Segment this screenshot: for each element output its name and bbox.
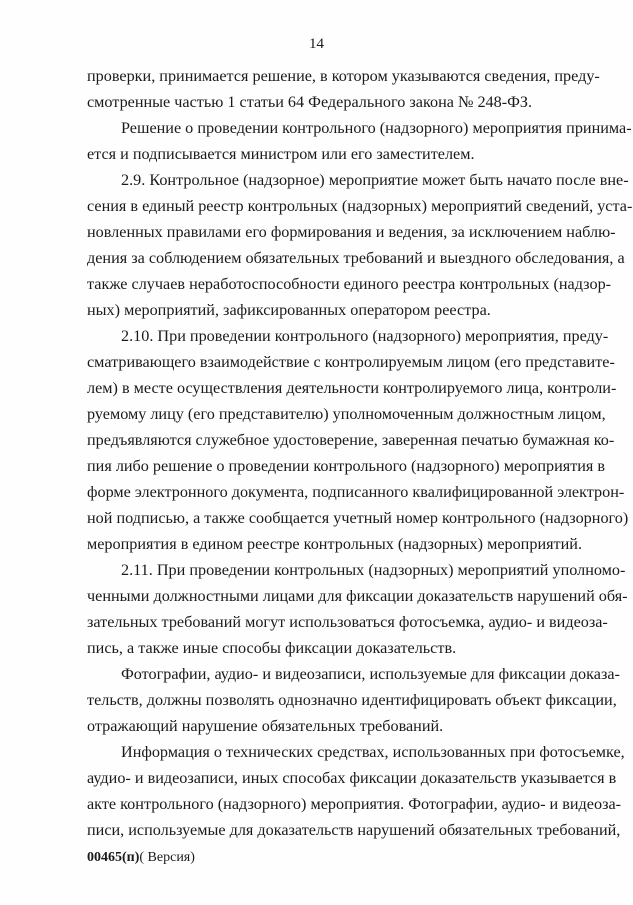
- text-line: ных) мероприятий, зафиксированных оператором реестра.: [87, 301, 491, 319]
- text-line: смотренные частью 1 статьи 64 Федерального закона № 248-ФЗ.: [87, 93, 533, 111]
- text-line: руемому лицу (его представителю) уполномоченным должностным лицом,: [87, 405, 606, 423]
- text-line: форме электронного документа, подписанного квалифицированной электрон-: [87, 483, 625, 501]
- text-line: акте контрольного (надзорного) мероприятия. Фотографии, аудио- и видеоза-: [87, 795, 622, 813]
- text-line: зательных требований могут использоваться фотосъемка, аудио- и видеоза-: [87, 613, 608, 631]
- text-line: ной подписью, а также сообщается учетный номер контрольного (надзорного): [87, 509, 629, 527]
- text-line: дения за соблюдением обязательных требований и выездного обследования, а: [87, 249, 625, 267]
- text-line: новленных правилами его формирования и ведения, за исключением наблю-: [87, 223, 616, 241]
- text-line: также случаев неработоспособности единого реестра контрольных (надзор-: [87, 275, 612, 293]
- text-line: аудио- и видеозаписи, иных способах фиксации доказательств указывается в: [87, 769, 617, 787]
- document-code: 00465(п): [87, 850, 140, 865]
- text-line: ется и подписывается министром или его заместителем.: [87, 145, 475, 163]
- document-footer: [87, 849, 195, 867]
- text-line: сения в единый реестр контрольных (надзорных) мероприятий сведений, уста-: [87, 197, 633, 215]
- text-line: предъявляются служебное удостоверение, заверенная печатью бумажная ко-: [87, 431, 615, 449]
- document-version: ( Версия): [139, 850, 195, 865]
- paragraph-first-line: 2.10. При проведении контрольного (надзорного) мероприятия, преду-: [121, 327, 609, 345]
- text-line: лем) в месте осуществления деятельности контролируемого лица, контроли-: [87, 379, 617, 397]
- paragraph-first-line: Фотографии, аудио- и видеозаписи, используемые для фиксации доказа-: [121, 665, 620, 683]
- text-line: пись, а также иные способы фиксации доказательств.: [87, 639, 457, 657]
- text-line: мероприятия в едином реестре контрольных (надзорных) мероприятий.: [87, 535, 582, 553]
- text-line: проверки, принимается решение, в котором указываются сведения, преду-: [87, 67, 600, 85]
- paragraph-first-line: 2.9. Контрольное (надзорное) мероприятие может быть начато после вне-: [121, 171, 629, 189]
- text-line: тельств, должны позволять однозначно идентифицировать объект фиксации,: [87, 691, 617, 709]
- page-number: 14: [309, 36, 324, 52]
- text-line: пия либо решение о проведении контрольного (надзорного) мероприятия в: [87, 457, 606, 475]
- paragraph-first-line: Решение о проведении контрольного (надзорного) мероприятия принима-: [121, 119, 632, 137]
- paragraph-first-line: Информация о технических средствах, использованных при фотосъемке,: [121, 743, 625, 761]
- text-line: сматривающего взаимодействие с контролируемым лицом (его представите-: [87, 353, 615, 371]
- paragraph-first-line: 2.11. При проведении контрольных (надзорных) мероприятий уполномо-: [121, 561, 626, 579]
- text-line: отражающий нарушение обязательных требований.: [87, 717, 444, 735]
- text-line: ченными должностными лицами для фиксации доказательств нарушений обя-: [87, 587, 628, 605]
- text-line: писи, используемые для доказательств нарушений обязательных требований,: [87, 821, 621, 839]
